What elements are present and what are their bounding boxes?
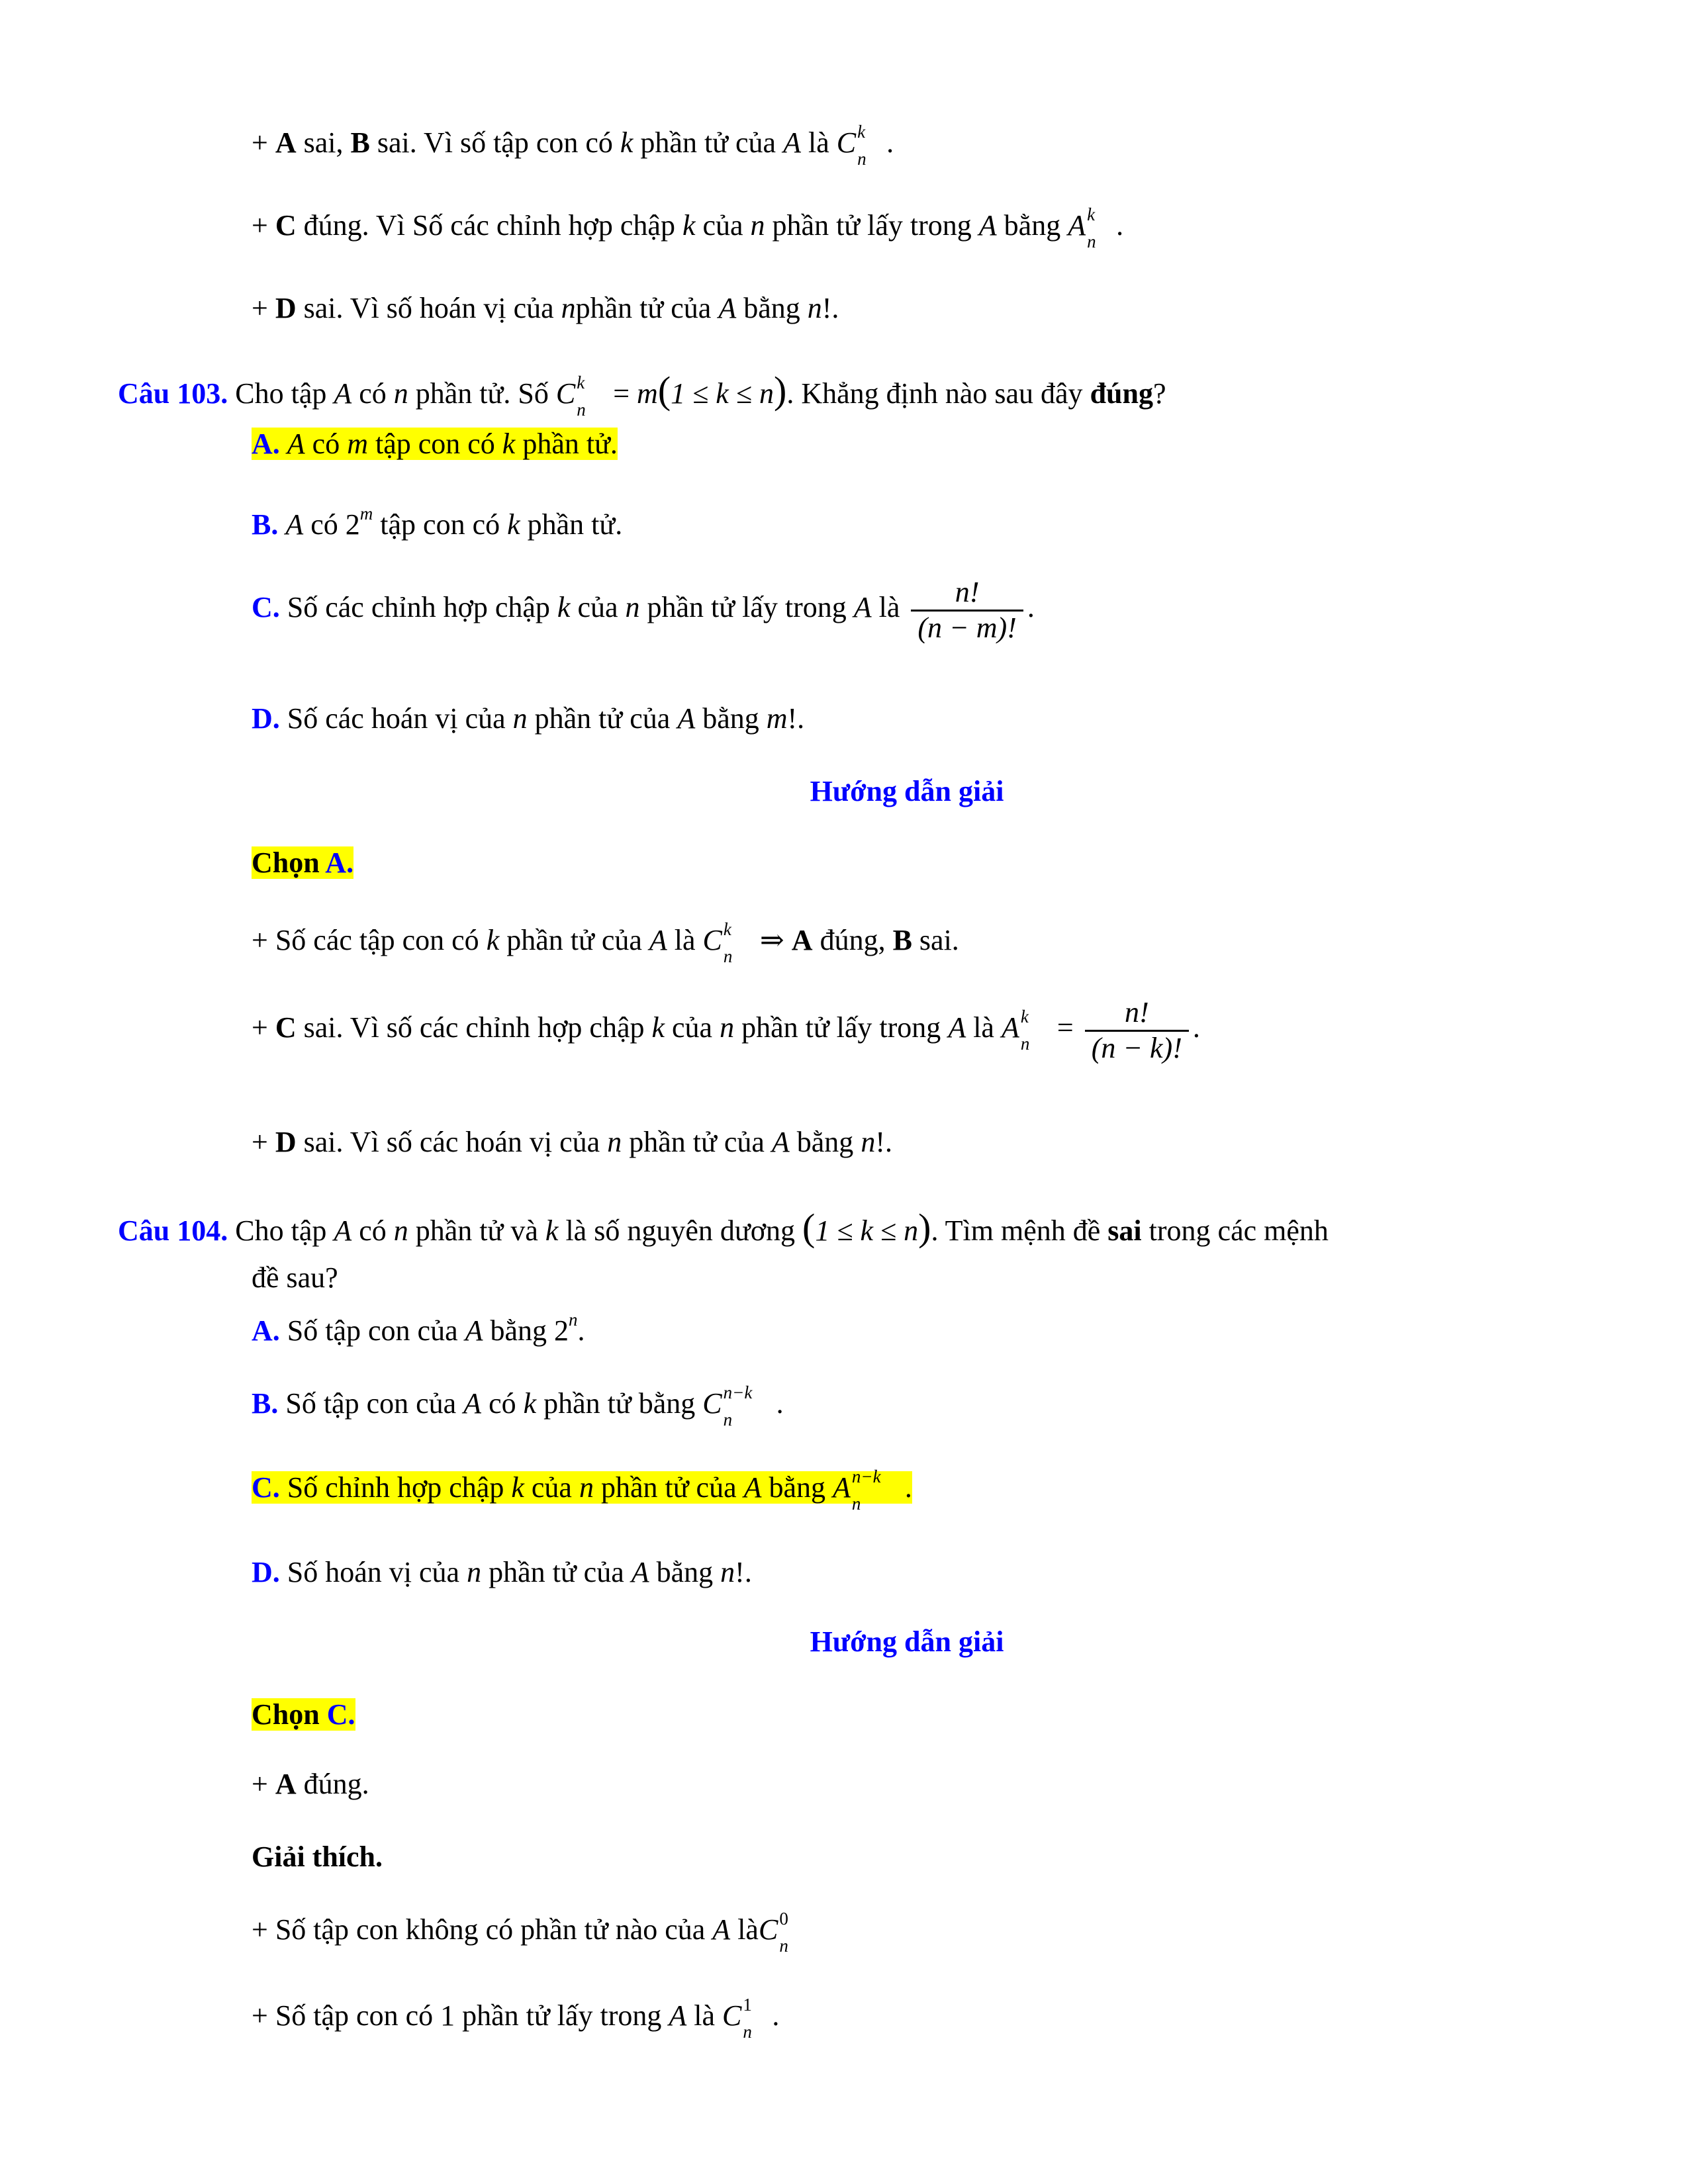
math-C: C: [836, 126, 857, 159]
sup-sub: [723, 919, 753, 966]
subscript: n: [723, 946, 733, 966]
option-label: A.: [252, 428, 280, 460]
q103-option-b: [252, 503, 622, 543]
text: đúng. Vì Số các chỉnh hợp chập: [296, 209, 682, 242]
highlight: [252, 1698, 355, 1731]
math-C: C: [555, 377, 576, 410]
text: của: [570, 591, 626, 624]
text: bằng: [996, 209, 1068, 242]
text: + Số các tập con có: [252, 924, 487, 957]
numerator: n!: [1124, 996, 1149, 1028]
text: .: [776, 1387, 784, 1420]
superscript: n−k: [723, 1383, 753, 1402]
text: bằng: [736, 292, 808, 324]
sup-sub: [857, 122, 886, 169]
q104-guide-heading: Hướng dẫn giải: [810, 1625, 1004, 1658]
question-103: [118, 367, 1166, 420]
option-label: A: [275, 1768, 297, 1800]
option-label: A: [791, 924, 813, 957]
q104-choose: [252, 1698, 355, 1733]
q104-option-c: [252, 1467, 912, 1514]
text: bằng: [649, 1556, 721, 1588]
math-A: A: [1068, 209, 1086, 242]
option-label: B: [350, 126, 370, 159]
text: + Số tập con không có phần tử nào của: [252, 1913, 713, 1946]
text: là: [800, 126, 837, 159]
math-A: A: [631, 1556, 649, 1588]
math-k: k: [502, 428, 516, 460]
option-label: A.: [252, 1314, 280, 1347]
math-m: m: [766, 702, 788, 735]
math-n: n: [750, 209, 765, 242]
text: .: [1027, 591, 1035, 624]
text: !.: [787, 702, 805, 735]
text: của: [695, 209, 751, 242]
text: phần tử của: [622, 1126, 772, 1158]
math-A: A: [334, 1214, 352, 1247]
math-A: A: [833, 1471, 851, 1504]
math-C: C: [758, 1913, 778, 1946]
text: của: [524, 1471, 579, 1504]
math-C: C: [722, 1999, 742, 2032]
math-A: A: [948, 1011, 966, 1044]
math-n: n: [467, 1556, 482, 1588]
paren-close: ): [773, 369, 787, 412]
math-A: A: [1001, 1011, 1019, 1044]
math-n: n: [393, 1214, 408, 1247]
superscript: k: [1020, 1007, 1029, 1027]
text: có: [352, 1214, 394, 1247]
text: phần tử. Số: [408, 377, 556, 410]
math-A: A: [743, 1471, 762, 1504]
math-A: A: [718, 292, 737, 324]
text: là: [966, 1011, 1002, 1044]
math-m: m: [347, 428, 368, 460]
math-m: m: [637, 377, 658, 410]
subscript: n: [857, 149, 867, 169]
answer-label: A.: [325, 846, 354, 879]
text: Cho tập: [228, 1214, 334, 1247]
text: có: [481, 1387, 524, 1420]
text: phần tử.: [515, 428, 618, 460]
text: + Số tập con có: [252, 1999, 441, 2032]
highlight: [252, 428, 618, 460]
math-n: n: [861, 1126, 876, 1158]
math-k: k: [511, 1471, 524, 1504]
text: .: [772, 1999, 780, 2032]
text: .: [886, 126, 894, 159]
superscript: n: [569, 1310, 578, 1330]
q103-guide-heading: Hướng dẫn giải: [810, 775, 1004, 807]
text: Chọn: [252, 846, 326, 879]
text: là: [686, 1999, 722, 2032]
subscript: n: [577, 399, 586, 420]
math-C: C: [702, 924, 722, 957]
text: .: [577, 1314, 585, 1347]
math-A: A: [463, 1387, 482, 1420]
denominator: (n − k)!: [1085, 1030, 1189, 1066]
text: là: [667, 924, 703, 957]
option-label: C: [275, 1011, 297, 1044]
math-n: n: [720, 1011, 735, 1044]
option-label: D.: [252, 702, 280, 735]
text: ?: [1152, 377, 1166, 410]
text: sai. Vì số hoán vị của: [296, 292, 561, 324]
superscript: m: [359, 504, 373, 523]
text: bằng: [695, 702, 767, 735]
text: phần tử của: [575, 292, 719, 324]
text: phần tử của: [593, 1471, 744, 1504]
sup-sub: [1020, 1007, 1050, 1054]
math-2: 2: [345, 508, 360, 541]
math-k: k: [651, 1011, 665, 1044]
implies-arrow: ⇒: [752, 924, 792, 957]
math-A: A: [978, 209, 997, 242]
question-label: Câu 103.: [118, 377, 228, 410]
superscript: k: [723, 919, 731, 939]
text: có: [305, 428, 348, 460]
math-A: A: [285, 508, 304, 541]
text: Số các chỉnh hợp chập: [279, 591, 557, 624]
text: phần tử của: [633, 126, 784, 159]
q103-solution-1: [252, 919, 959, 966]
q103-option-d: [252, 702, 804, 737]
paren-close: ): [918, 1206, 931, 1249]
question-label: Câu 104.: [118, 1214, 228, 1247]
superscript: k: [857, 122, 866, 142]
q104-option-a: [252, 1309, 585, 1349]
text: là: [730, 1913, 759, 1946]
superscript: n−k: [851, 1467, 881, 1486]
sup-sub: [723, 1383, 776, 1430]
option-label: B: [892, 924, 912, 957]
option-label: B.: [252, 508, 279, 541]
superscript: 0: [779, 1909, 788, 1929]
text: tập con có: [367, 428, 502, 460]
numerator: n!: [955, 576, 980, 608]
math-k: k: [557, 591, 571, 624]
question-104-cont: đề sau?: [252, 1261, 338, 1294]
math-n: n: [807, 292, 822, 324]
text: . Tìm mệnh đề: [931, 1214, 1108, 1247]
option-label: B.: [252, 1387, 279, 1420]
text: +: [252, 1011, 275, 1044]
math-n: n: [607, 1126, 622, 1158]
text: .: [1116, 209, 1124, 242]
paren-open: (: [657, 369, 671, 412]
text: Số hoán vị của: [279, 1556, 467, 1588]
option-label: D: [275, 292, 297, 324]
text: tập con có: [373, 508, 508, 541]
q103-solution-3: [252, 1125, 892, 1160]
text: Chọn: [252, 1698, 327, 1731]
math-condition: 1 ≤ k ≤ n: [815, 1214, 919, 1247]
q103-choose: [252, 846, 353, 881]
text: Số các hoán vị của: [279, 702, 513, 735]
math-A: A: [783, 126, 801, 159]
superscript: 1: [743, 1995, 752, 2015]
math-k: k: [682, 209, 696, 242]
sup-sub: [779, 1909, 808, 1956]
math-A: A: [771, 1126, 790, 1158]
math-n: n: [579, 1471, 594, 1504]
math-k: k: [523, 1387, 537, 1420]
text: . Khẳng định nào sau đây: [786, 377, 1090, 410]
math-n: n: [393, 377, 408, 410]
text: phần tử lấy trong: [734, 1011, 949, 1044]
text: phần tử bằng: [536, 1387, 703, 1420]
math-n: n: [625, 591, 640, 624]
math-A: A: [712, 1913, 731, 1946]
text: sai,: [296, 126, 351, 159]
highlight: [252, 1467, 912, 1514]
math-k: k: [507, 508, 520, 541]
text: bằng: [789, 1126, 861, 1158]
math-2: 2: [554, 1314, 569, 1347]
text: sai. Vì số các chỉnh hợp chập: [296, 1011, 652, 1044]
highlight: [252, 846, 353, 879]
subscript: n: [1087, 232, 1096, 251]
q103-option-c: [252, 576, 1035, 645]
text: bằng: [761, 1471, 833, 1504]
q104-solution-2: [252, 1909, 808, 1956]
text: phần tử lấy trong: [455, 1999, 669, 2032]
math-A: A: [649, 924, 667, 957]
subscript: n: [1020, 1034, 1030, 1054]
math-A: A: [669, 1999, 687, 2032]
math-1: 1: [440, 1999, 455, 2032]
emphasis: đúng: [1090, 377, 1153, 410]
q103-option-a: [252, 427, 618, 462]
text: phần tử lấy trong: [765, 209, 979, 242]
question-104: [118, 1205, 1329, 1251]
sup-sub: [851, 1467, 905, 1514]
text: !.: [875, 1126, 892, 1158]
math-k: k: [545, 1214, 559, 1247]
text: +: [252, 126, 275, 159]
sup-sub: [577, 372, 606, 420]
option-label: A: [275, 126, 297, 159]
subscript: n: [851, 1494, 861, 1514]
math-A: A: [334, 377, 352, 410]
answer-label: C.: [326, 1698, 355, 1731]
math-C: C: [702, 1387, 722, 1420]
q104-option-b: [252, 1383, 784, 1430]
paren-open: (: [802, 1206, 816, 1249]
math-A: A: [287, 428, 305, 460]
text: .: [1192, 1011, 1200, 1044]
math-A: A: [677, 702, 696, 735]
text: có: [303, 508, 346, 541]
option-label: C.: [252, 591, 280, 624]
equals: =: [1049, 1011, 1081, 1044]
denominator: (n − m)!: [911, 610, 1023, 645]
text: đúng.: [296, 1768, 369, 1800]
sol102-line3: [252, 291, 839, 326]
superscript: k: [1087, 205, 1096, 224]
option-label: C: [275, 209, 297, 242]
q104-solution-1: [252, 1767, 369, 1802]
q104-option-d: [252, 1555, 752, 1590]
text: trong các mệnh: [1141, 1214, 1329, 1247]
math-n: n: [512, 702, 528, 735]
text: phần tử của: [481, 1556, 632, 1588]
text: Cho tập: [228, 377, 334, 410]
math-k: k: [620, 126, 633, 159]
text: sai.: [912, 924, 959, 957]
q103-solution-2: [252, 996, 1200, 1065]
text: sai. Vì số tập con có: [369, 126, 620, 159]
subscript: n: [743, 2022, 752, 2042]
text: phần tử.: [520, 508, 623, 541]
sol102-line1: [252, 122, 894, 169]
q104-explain-heading: Giải thích.: [252, 1841, 383, 1873]
text: Số tập con của: [278, 1387, 464, 1420]
math-A: A: [853, 591, 872, 624]
option-label: D.: [252, 1556, 280, 1588]
option-label: C.: [252, 1471, 280, 1504]
text: .: [904, 1471, 912, 1504]
math-n: n: [720, 1556, 735, 1588]
text: của: [665, 1011, 720, 1044]
fraction: [1085, 996, 1189, 1065]
text: +: [252, 1768, 275, 1800]
text: có: [352, 377, 394, 410]
superscript: k: [577, 372, 585, 392]
math-n: n: [561, 292, 576, 324]
text: phần tử và: [408, 1214, 545, 1247]
fraction: [911, 576, 1023, 645]
text: !.: [821, 292, 839, 324]
text: !.: [735, 1556, 752, 1588]
text: sai. Vì số các hoán vị của: [296, 1126, 608, 1158]
text: =: [606, 377, 637, 410]
sup-sub: [743, 1995, 772, 2042]
text: là số nguyên dương: [558, 1214, 802, 1247]
q104-solution-3: [252, 1995, 780, 2042]
sup-sub: [1087, 205, 1116, 251]
sol102-line2: [252, 205, 1124, 251]
text: Số chỉnh hợp chập: [279, 1471, 512, 1504]
math-A: A: [465, 1314, 483, 1347]
text: Số tập con của: [279, 1314, 465, 1347]
text: phần tử lấy trong: [639, 591, 854, 624]
subscript: n: [723, 1410, 733, 1430]
text: là: [871, 591, 908, 624]
text: +: [252, 292, 275, 324]
text: đúng,: [812, 924, 893, 957]
emphasis: sai: [1107, 1214, 1142, 1247]
text: +: [252, 1126, 275, 1158]
text: +: [252, 209, 275, 242]
math-k: k: [486, 924, 500, 957]
text: bằng: [483, 1314, 555, 1347]
subscript: n: [779, 1936, 788, 1956]
text: phần tử của: [499, 924, 649, 957]
option-label: D: [275, 1126, 297, 1158]
math-condition: 1 ≤ k ≤ n: [671, 377, 774, 410]
text: phần tử của: [527, 702, 678, 735]
